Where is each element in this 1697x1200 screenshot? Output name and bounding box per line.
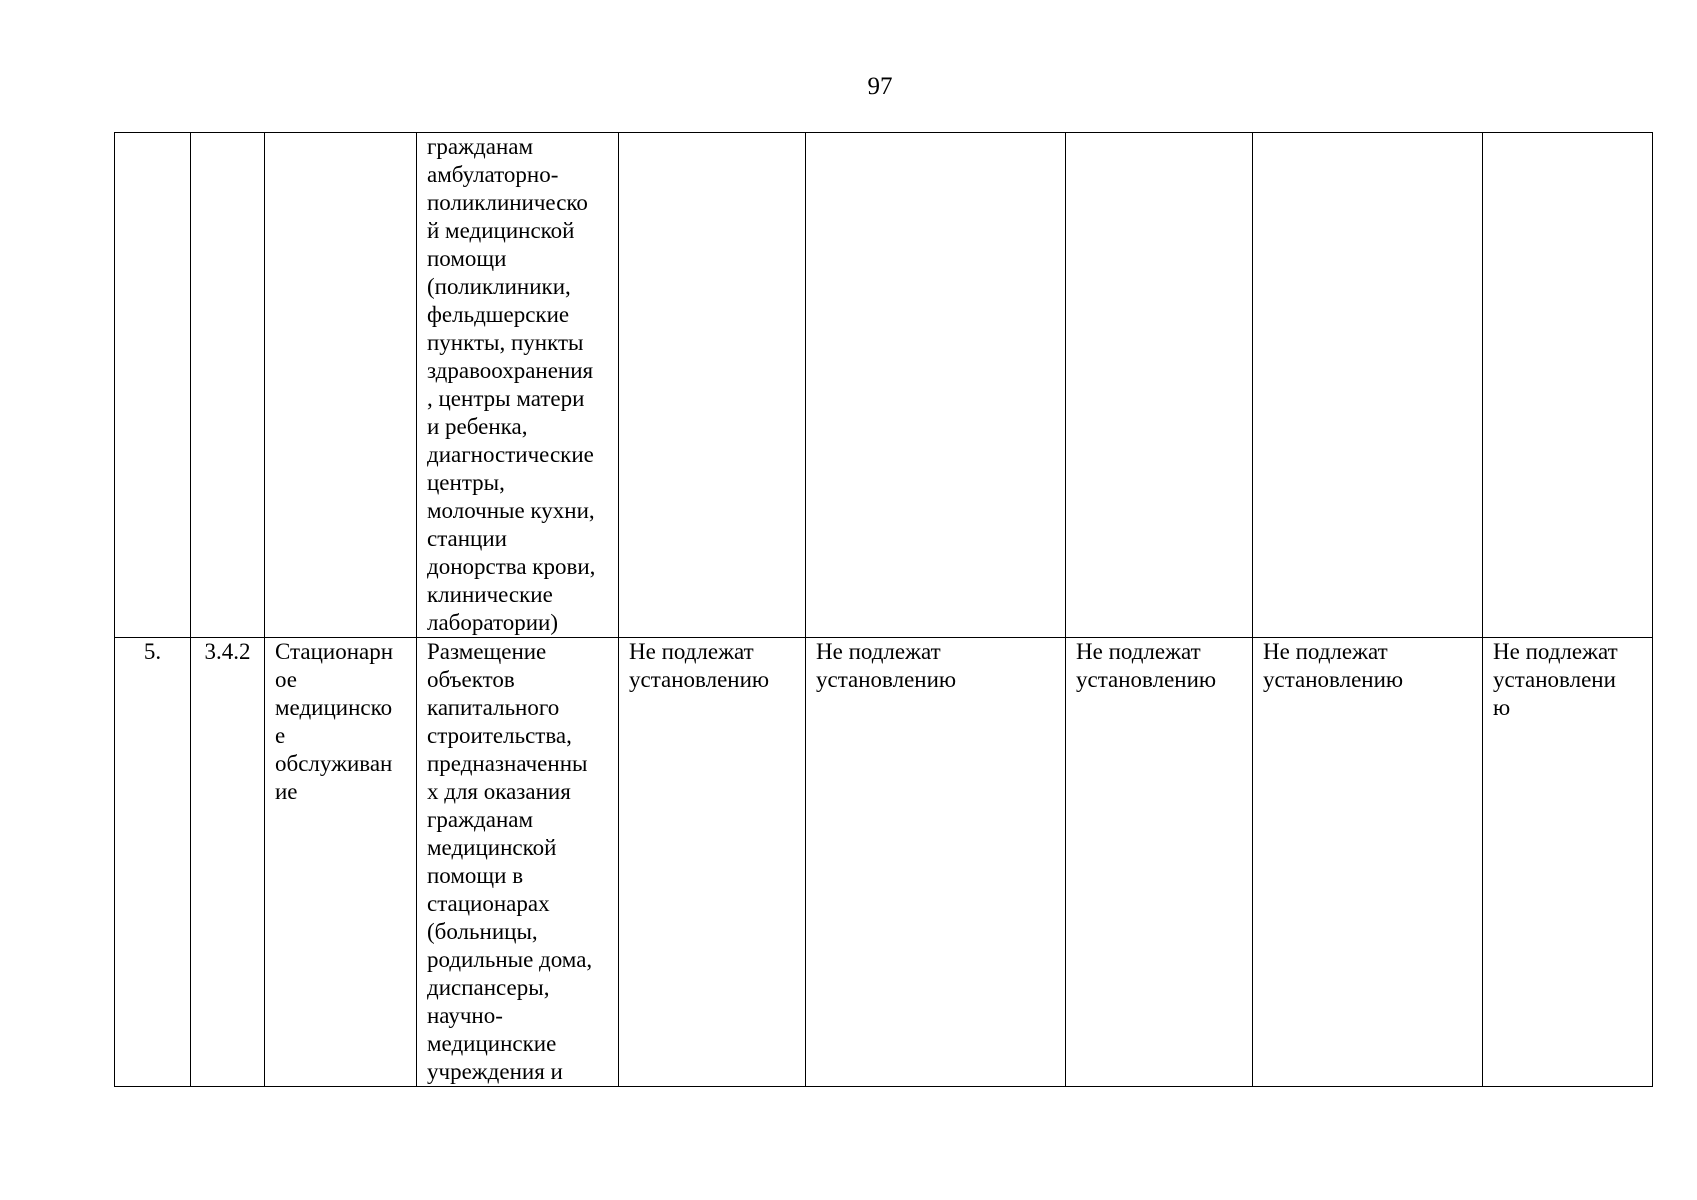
cell-param-4 [1253,133,1483,638]
cell-use-description: гражданам амбулаторно- поликлиническо й медицинской помощи (поликлиники, фельдшерские пункты, пункты здравоохранения , центры матери и ребенка, диагностические центры, молочные кухни, станции донорства крови, клинические лаборатории) [417,133,619,638]
cell-use-description: Размещение объектов капитального строительства, предназначенны х для оказания гражданам медицинской помощи в стационарах (больницы, родильные дома, диспансеры, научно- медицинские учреждения и [417,638,619,1087]
cell-use-name: Стационарн ое медицинско е обслуживан ие [265,638,417,1087]
cell-param-3: Не подлежат установлению [1066,638,1253,1087]
cell-param-2 [806,133,1066,638]
cell-number: 5. [115,638,191,1087]
cell-param-3 [1066,133,1253,638]
table-row [115,638,1653,1087]
cell-number [115,133,191,638]
cell-param-4: Не подлежат установлению [1253,638,1483,1087]
cell-param-5 [1483,133,1653,638]
cell-param-5: Не подлежат установлени ю [1483,638,1653,1087]
cell-param-1 [619,133,806,638]
cell-code: 3.4.2 [191,638,265,1087]
zoning-table [114,132,1653,1087]
cell-use-name [265,133,417,638]
cell-code [191,133,265,638]
table-row-continued [115,133,1653,638]
cell-param-2: Не подлежат установлению [806,638,1066,1087]
cell-param-1: Не подлежат установлению [619,638,806,1087]
page-number: 97 [867,73,893,100]
